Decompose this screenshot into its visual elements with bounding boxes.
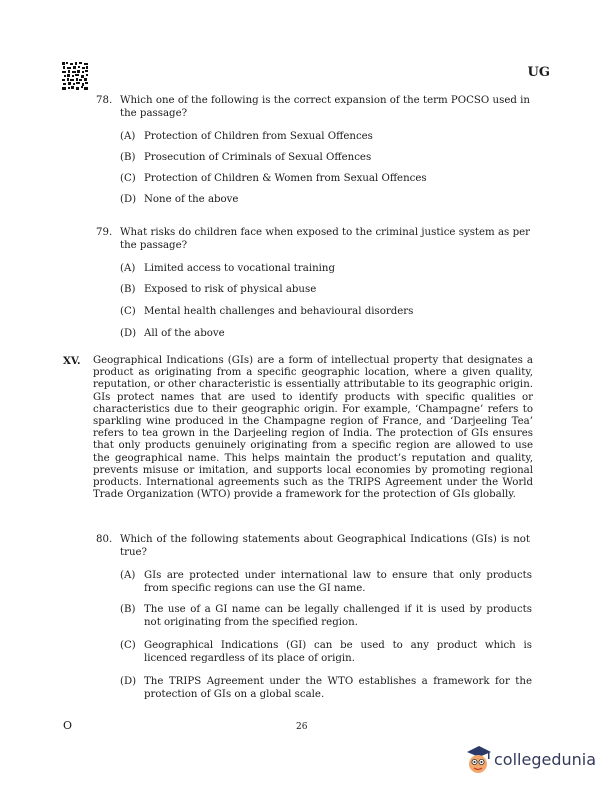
option-text: None of the above [144,194,239,205]
option-80-b [120,603,532,629]
question-text: What risks do children face when exposed to the criminal justice system as per the passage? [120,227,530,252]
option-label: (D) [120,194,137,205]
question-79 [96,226,530,252]
option-80-d [120,675,532,701]
question-80 [96,533,530,559]
option-text: Limited access to vocational training [144,263,335,274]
question-78 [96,94,530,120]
option-text: Prosecution of Criminals of Sexual Offences [144,152,372,163]
option-label: (A) [120,263,136,274]
option-80-a [120,569,532,595]
brand-logo[interactable] [462,744,612,778]
option-label: (C) [120,640,136,651]
option-78-d [120,193,532,206]
option-79-b [120,283,532,296]
question-text: Which of the following statements about Geographical Indications (GIs) is not true? [120,534,530,559]
option-label: (B) [120,152,136,163]
option-text: The use of a GI name can be legally challenged if it is used by products not originating from the specified region. [144,604,532,629]
option-78-b [120,151,532,164]
option-text: All of the above [144,328,225,339]
option-80-c [120,639,532,665]
option-79-c [120,305,532,318]
footer-mark: O [63,719,73,732]
qr-code-icon [62,62,88,90]
option-label: (C) [120,306,136,317]
brand-name: collegedunia [494,750,597,769]
option-text: Protection of Children & Women from Sexual Offences [144,173,427,184]
question-number: 80. [96,534,113,545]
question-number: 79. [96,227,113,238]
question-number: 78. [96,95,113,106]
option-text: Geographical Indications (GI) can be used to any product which is licenced regardless of its place of origin. [144,640,532,665]
question-text: Which one of the following is the correct expansion of the term POCSO used in the passage? [120,95,530,120]
graduate-mascot-icon [464,744,492,776]
option-label: (B) [120,284,136,295]
exam-code: UG [527,65,550,80]
option-text: GIs are protected under international law to ensure that only products from specific regions can use the GI name. [144,570,532,595]
option-label: (B) [120,604,136,615]
option-label: (A) [120,131,136,142]
option-text: Protection of Children from Sexual Offences [144,131,373,142]
option-text: Exposed to risk of physical abuse [144,284,317,295]
option-label: (A) [120,570,136,581]
option-label: (C) [120,173,136,184]
option-text: Mental health challenges and behavioural disorders [144,306,414,317]
option-78-a [120,130,532,143]
page-number: 26 [296,722,308,732]
option-label: (D) [120,328,137,339]
option-label: (D) [120,676,137,687]
passage-text: Geographical Indications (GIs) are a form of intellectual property that designates a product as originating from a specific geographic location, where a given quality, reputation, or other characteristic is essentially attributable to its geographic origin. GIs protect names that are used to identify products with specific qualities or characteristics due to their geographic origin. For example, ‘Champagne’ refers to sparkling wine produced in the Champagne region of France, and ‘Darjeeling Tea’ refers to tea grown in the Darjeeling region of India. The protection of GIs ensures that only products genuinely originating from a specific region are allowed to use the geographical name. This helps maintain the product’s reputation and quality, prevents misuse or imitation, and supports local economies by promoting regional products. International agreements such as the TRIPS Agreement under the World Trade Organization (WTO) provide a framework for the protection of GIs globally. [93,355,533,501]
option-79-d [120,327,532,340]
option-78-c [120,172,532,185]
option-79-a [120,262,532,275]
section-number: XV. [63,355,81,367]
option-text: The TRIPS Agreement under the WTO establishes a framework for the protection of GIs on a global scale. [144,676,532,701]
passage-xv [63,355,533,501]
